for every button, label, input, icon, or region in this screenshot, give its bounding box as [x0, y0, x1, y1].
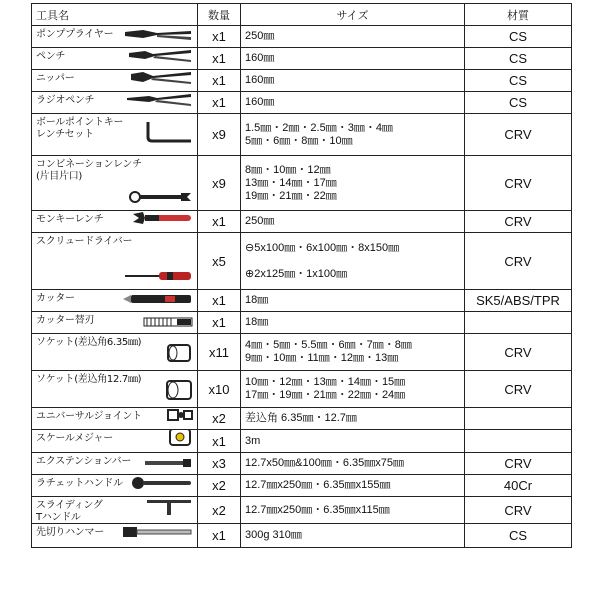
cell-qty: x1 [198, 312, 241, 334]
tool-name: スライディング Tハンドル [36, 500, 103, 523]
cell-qty: x1 [198, 70, 241, 92]
tool-name: カッター替刃 [36, 315, 95, 326]
cell-size: 300g 310㎜ [241, 524, 465, 548]
cell-size: 1.5㎜・2㎜・2.5㎜・3㎜・4㎜ 5㎜・6㎜・8㎜・10㎜ [241, 114, 465, 156]
tool-name: ソケット(差込角12.7㎜) [36, 374, 142, 385]
needle-nose-pliers-icon [127, 92, 193, 112]
cell-material: CRV [465, 211, 572, 233]
tool-name: ニッパー [36, 73, 75, 84]
tool-name: ボールポイントキー レンチセット [36, 117, 124, 140]
extension-bar-icon [143, 453, 193, 472]
cell-qty: x1 [198, 92, 241, 114]
cell-tool-name [32, 475, 198, 497]
cell-qty: x1 [198, 211, 241, 233]
cell-qty: x1 [198, 48, 241, 70]
table-row [32, 371, 572, 408]
cell-tool-name [32, 430, 198, 453]
table-row [32, 430, 572, 453]
cell-material: CRV [465, 497, 572, 524]
cell-material [465, 312, 572, 334]
combination-wrench-icon [129, 189, 193, 208]
socket-large-icon [165, 379, 193, 405]
cell-qty: x1 [198, 430, 241, 453]
hammer-icon [121, 524, 193, 546]
cell-tool-name [32, 233, 198, 290]
cell-tool-name [32, 312, 198, 334]
cell-material: CRV [465, 334, 572, 371]
tool-name: コンビネーションレンチ (片目片口) [36, 159, 142, 182]
table-row [32, 312, 572, 334]
table-row [32, 290, 572, 312]
tape-measure-icon [169, 430, 193, 451]
cell-size: 18㎜ [241, 290, 465, 312]
cell-size: 12.7㎜x250㎜・6.35㎜x155㎜ [241, 475, 465, 497]
tool-name: ユニバーサルジョイント [36, 411, 142, 422]
table-row [32, 211, 572, 233]
cell-qty: x9 [198, 156, 241, 211]
cell-tool-name [32, 92, 198, 114]
cell-material: CS [465, 48, 572, 70]
cell-qty: x2 [198, 475, 241, 497]
tool-name: ラチェットハンドル [36, 478, 123, 489]
cell-material: CRV [465, 114, 572, 156]
tool-name: 先切りハンマー [36, 527, 104, 538]
header-material: 材質 [465, 4, 572, 26]
cell-material: CRV [465, 371, 572, 408]
header-row [32, 4, 572, 26]
table-row [32, 524, 572, 548]
tool-name: カッター [36, 293, 75, 304]
table-row [32, 48, 572, 70]
cell-qty: x1 [198, 26, 241, 48]
cell-tool-name [32, 156, 198, 211]
table-row [32, 334, 572, 371]
table-row [32, 475, 572, 497]
hex-key-icon [145, 119, 193, 153]
cell-tool-name [32, 371, 198, 408]
cell-material: CRV [465, 156, 572, 211]
cell-size: 4㎜・5㎜・5.5㎜・6㎜・7㎜・8㎜ 9㎜・10㎜・11㎜・12㎜・13㎜ [241, 334, 465, 371]
cell-qty: x1 [198, 524, 241, 548]
cell-qty: x2 [198, 497, 241, 524]
cell-size: 10㎜・12㎜・13㎜・14㎜・15㎜ 17㎜・19㎜・21㎜・22㎜・24㎜ [241, 371, 465, 408]
table-row [32, 233, 572, 290]
nippers-icon [127, 70, 193, 90]
table-row [32, 70, 572, 92]
cell-qty: x10 [198, 371, 241, 408]
table-row [32, 92, 572, 114]
table-row [32, 453, 572, 475]
cell-size: 160㎜ [241, 70, 465, 92]
cell-size: ⊖5x100㎜・6x100㎜・8x150㎜ ⊕2x125㎜・1x100㎜ [241, 233, 465, 290]
cell-tool-name [32, 524, 198, 548]
header-qty: 数量 [198, 4, 241, 26]
cell-size: 差込角 6.35㎜・12.7㎜ [241, 408, 465, 430]
tool-table [31, 3, 572, 548]
tool-name: エクステンションバー [36, 456, 132, 467]
pliers-icon [127, 48, 193, 68]
cell-tool-name [32, 290, 198, 312]
screwdriver-icon [123, 268, 193, 287]
cell-tool-name [32, 211, 198, 233]
header-size: サイズ [241, 4, 465, 26]
cell-tool-name [32, 334, 198, 371]
cell-qty: x1 [198, 290, 241, 312]
tool-name: ソケット(差込角6.35㎜) [36, 337, 142, 348]
cell-qty: x3 [198, 453, 241, 475]
adjustable-wrench-icon [131, 211, 193, 231]
cell-qty: x5 [198, 233, 241, 290]
cell-tool-name [32, 70, 198, 92]
cutter-blade-icon [143, 312, 193, 331]
table-row [32, 408, 572, 430]
cell-size: 18㎜ [241, 312, 465, 334]
cell-material: CS [465, 524, 572, 548]
cell-material [465, 430, 572, 453]
cell-qty: x2 [198, 408, 241, 430]
table-row [32, 156, 572, 211]
cell-material: CS [465, 70, 572, 92]
universal-joint-icon [167, 408, 193, 428]
cell-tool-name [32, 48, 198, 70]
cell-material: SK5/ABS/TPR [465, 290, 572, 312]
cell-material [465, 408, 572, 430]
cell-size: 250㎜ [241, 211, 465, 233]
cell-size: 250㎜ [241, 26, 465, 48]
cell-tool-name [32, 26, 198, 48]
cell-size: 3m [241, 430, 465, 453]
table-row [32, 114, 572, 156]
cell-size: 8㎜・10㎜・12㎜ 13㎜・14㎜・17㎜ 19㎜・21㎜・22㎜ [241, 156, 465, 211]
table-row [32, 26, 572, 48]
cell-tool-name [32, 114, 198, 156]
cell-tool-name [32, 408, 198, 430]
cell-size: 12.7㎜x250㎜・6.35㎜x115㎜ [241, 497, 465, 524]
cell-tool-name [32, 497, 198, 524]
sliding-t-handle-icon [145, 497, 193, 521]
cell-qty: x11 [198, 334, 241, 371]
tool-name: ラジオペンチ [36, 95, 95, 106]
cell-material: CRV [465, 453, 572, 475]
cell-tool-name [32, 453, 198, 475]
tool-name: ポンププライヤー [36, 29, 114, 40]
table-row [32, 497, 572, 524]
cell-material: CRV [465, 233, 572, 290]
cell-material: CS [465, 92, 572, 114]
cell-material: 40Cr [465, 475, 572, 497]
cell-material: CS [465, 26, 572, 48]
tool-name: ペンチ [36, 51, 66, 62]
tool-name: スケールメジャー [36, 433, 113, 444]
socket-small-icon [165, 342, 193, 368]
cell-size: 12.7x50㎜&100㎜・6.35㎜x75㎜ [241, 453, 465, 475]
cell-size: 160㎜ [241, 92, 465, 114]
ratchet-handle-icon [131, 475, 193, 494]
cell-qty: x9 [198, 114, 241, 156]
cutter-knife-icon [121, 290, 193, 309]
tool-name: モンキーレンチ [36, 214, 104, 225]
cell-size: 160㎜ [241, 48, 465, 70]
tool-name: スクリュードライバー [36, 236, 133, 247]
pump-pliers-icon [123, 26, 193, 45]
header-name: 工具名 [32, 4, 198, 26]
